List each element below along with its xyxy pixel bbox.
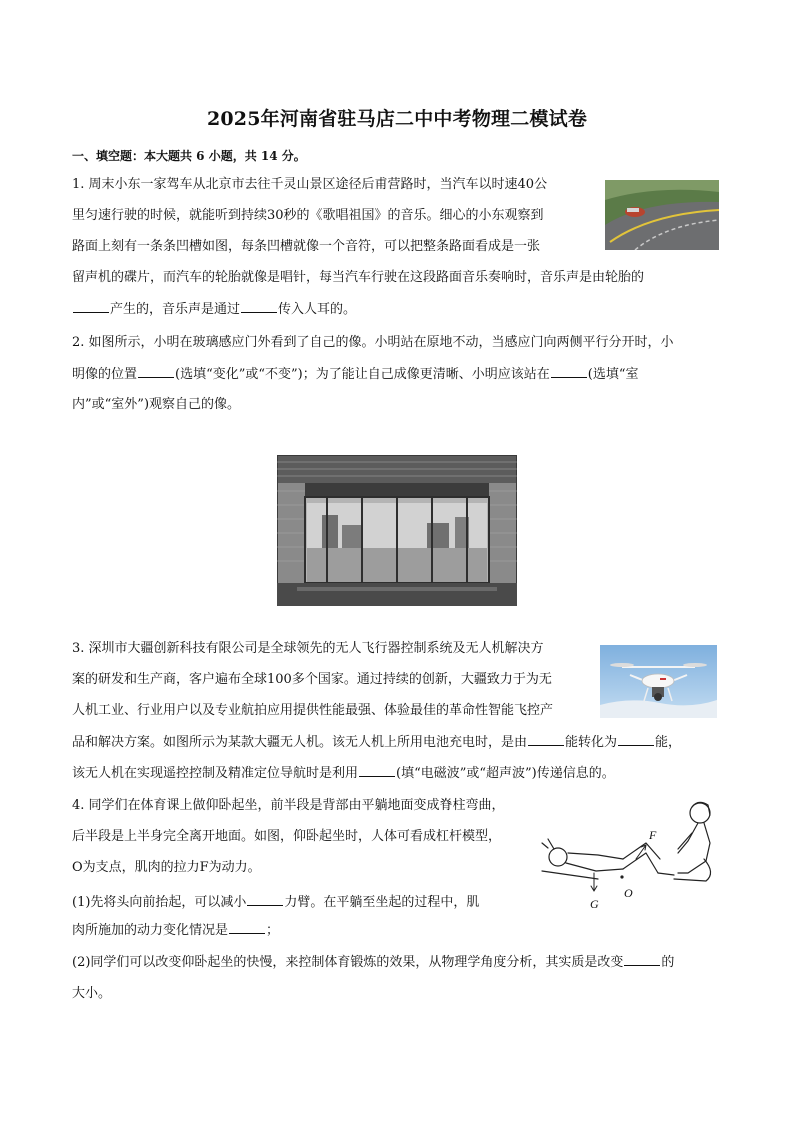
q1-line-5-text-b: 传入人耳的。 [278, 302, 357, 317]
pivot-label: O [624, 886, 633, 900]
q3-line-5-text-a: 该无人机在实现遥控控制及精准定位导航时是利用 [72, 766, 359, 781]
q3-line-1: 3. 深圳市大疆创新科技有限公司是全球领先的无人飞行器控制系统及无人机解决方 [72, 641, 544, 656]
q3-line-4-text-b: 能转化为 [565, 735, 618, 750]
q4-line-1: 4. 同学们在体育课上做仰卧起坐，前半段是背部由平躺地面变成脊柱弯曲， [72, 798, 505, 813]
q4-line-4 [72, 893, 479, 912]
q1-line-5-text-a: 产生的，音乐声是通过 [110, 302, 241, 317]
answer-blank[interactable] [551, 365, 587, 378]
q4-line-5-text-b: ； [266, 923, 280, 938]
answer-blank[interactable] [528, 733, 564, 746]
q3-line-4-text-a: 品和解决方案。如图所示为某款大疆无人机。该无人机上所用电池充电时，是由 [72, 735, 528, 750]
q3-line-3: 人机工业、行业用户以及专业航拍应用提供性能最强、体验最佳的革命性智能飞控产 [72, 703, 554, 718]
q4-line-7: 大小。 [72, 986, 112, 1001]
road-photo [605, 180, 719, 250]
q3-line-2: 案的研发和生产商，客户遍布全球100多个国家。通过持续的创新，大疆致力于为无 [72, 672, 552, 687]
q4-line-6 [72, 953, 674, 972]
q2-line-2-text-c: (选填“室 [587, 367, 639, 382]
answer-blank[interactable] [241, 300, 277, 313]
q3-line-5 [72, 764, 615, 783]
q2-line-3: 内”或“室外”)观察自己的像。 [72, 397, 241, 412]
answer-blank[interactable] [138, 365, 174, 378]
q4-line-2: 后半段是上半身完全离开地面。如图，仰卧起坐时，人体可看成杠杆模型， [72, 829, 502, 844]
q1-line-3: 路面上刻有一条条凹槽如图，每条凹槽就像一个音符，可以把整条路面看成是一张 [72, 239, 541, 254]
q4-line-5 [72, 921, 279, 940]
answer-blank[interactable] [247, 893, 283, 906]
q3-line-4-text-c: 能， [655, 735, 682, 750]
q4-line-4-text-b: 力臂。在平躺至坐起的过程中，肌 [284, 895, 480, 910]
glass-door-photo [277, 455, 517, 606]
force-label: F [649, 828, 657, 842]
q1-line-1: 1. 周末小东一家驾车从北京市去往千灵山景区途径后甫营路时，当汽车以时速40公 [72, 177, 548, 192]
q2-line-2 [72, 365, 638, 384]
answer-blank[interactable] [618, 733, 654, 746]
q4-line-3: O为支点，肌肉的拉力F为动力。 [72, 860, 261, 875]
q1-line-2: 里匀速行驶的时候，就能听到持续30秒的《歌唱祖国》的音乐。细心的小东观察到 [72, 208, 544, 223]
q2-line-1: 2. 如图所示，小明在玻璃感应门外看到了自己的像。小明站在原地不动，当感应门向两侧平行分开时，小 [72, 335, 674, 350]
answer-blank[interactable] [359, 764, 395, 777]
q1-line-4: 留声机的碟片，而汽车的轮胎就像是唱针，每当汽车行驶在这段路面音乐奏响时，音乐声是由轮胎的 [72, 270, 645, 285]
situp-diagram [528, 793, 724, 913]
q4-line-6-text-b: 的 [661, 955, 675, 970]
q3-line-5-text-b: (填“电磁波”或“超声波”)传递信息的。 [396, 766, 615, 781]
gravity-label: G [590, 897, 599, 911]
q4-line-5-text-a: 肉所施加的动力变化情况是 [72, 923, 229, 938]
answer-blank[interactable] [624, 953, 660, 966]
q2-line-2-text-a: 明像的位置 [72, 367, 138, 382]
q1-line-5 [72, 300, 356, 319]
q4-line-4-text-a: (1)先将头向前抬起，可以减小 [72, 895, 247, 910]
q4-line-6-text-a: (2)同学们可以改变仰卧起坐的快慢，来控制体育锻炼的效果，从物理学角度分析，其实质是改变 [72, 955, 624, 970]
section-heading: 一、填空题：本大题共 6 小题，共 14 分。 [72, 149, 306, 163]
page-title: 2025年河南省驻马店二中中考物理二模试卷 [206, 108, 588, 130]
q2-line-2-text-b: (选填“变化”或“不变”)；为了能让自己成像更清晰、小明应该站在 [175, 367, 550, 382]
answer-blank[interactable] [229, 921, 265, 934]
q3-line-4 [72, 733, 681, 752]
drone-photo [600, 645, 717, 718]
answer-blank[interactable] [73, 300, 109, 313]
